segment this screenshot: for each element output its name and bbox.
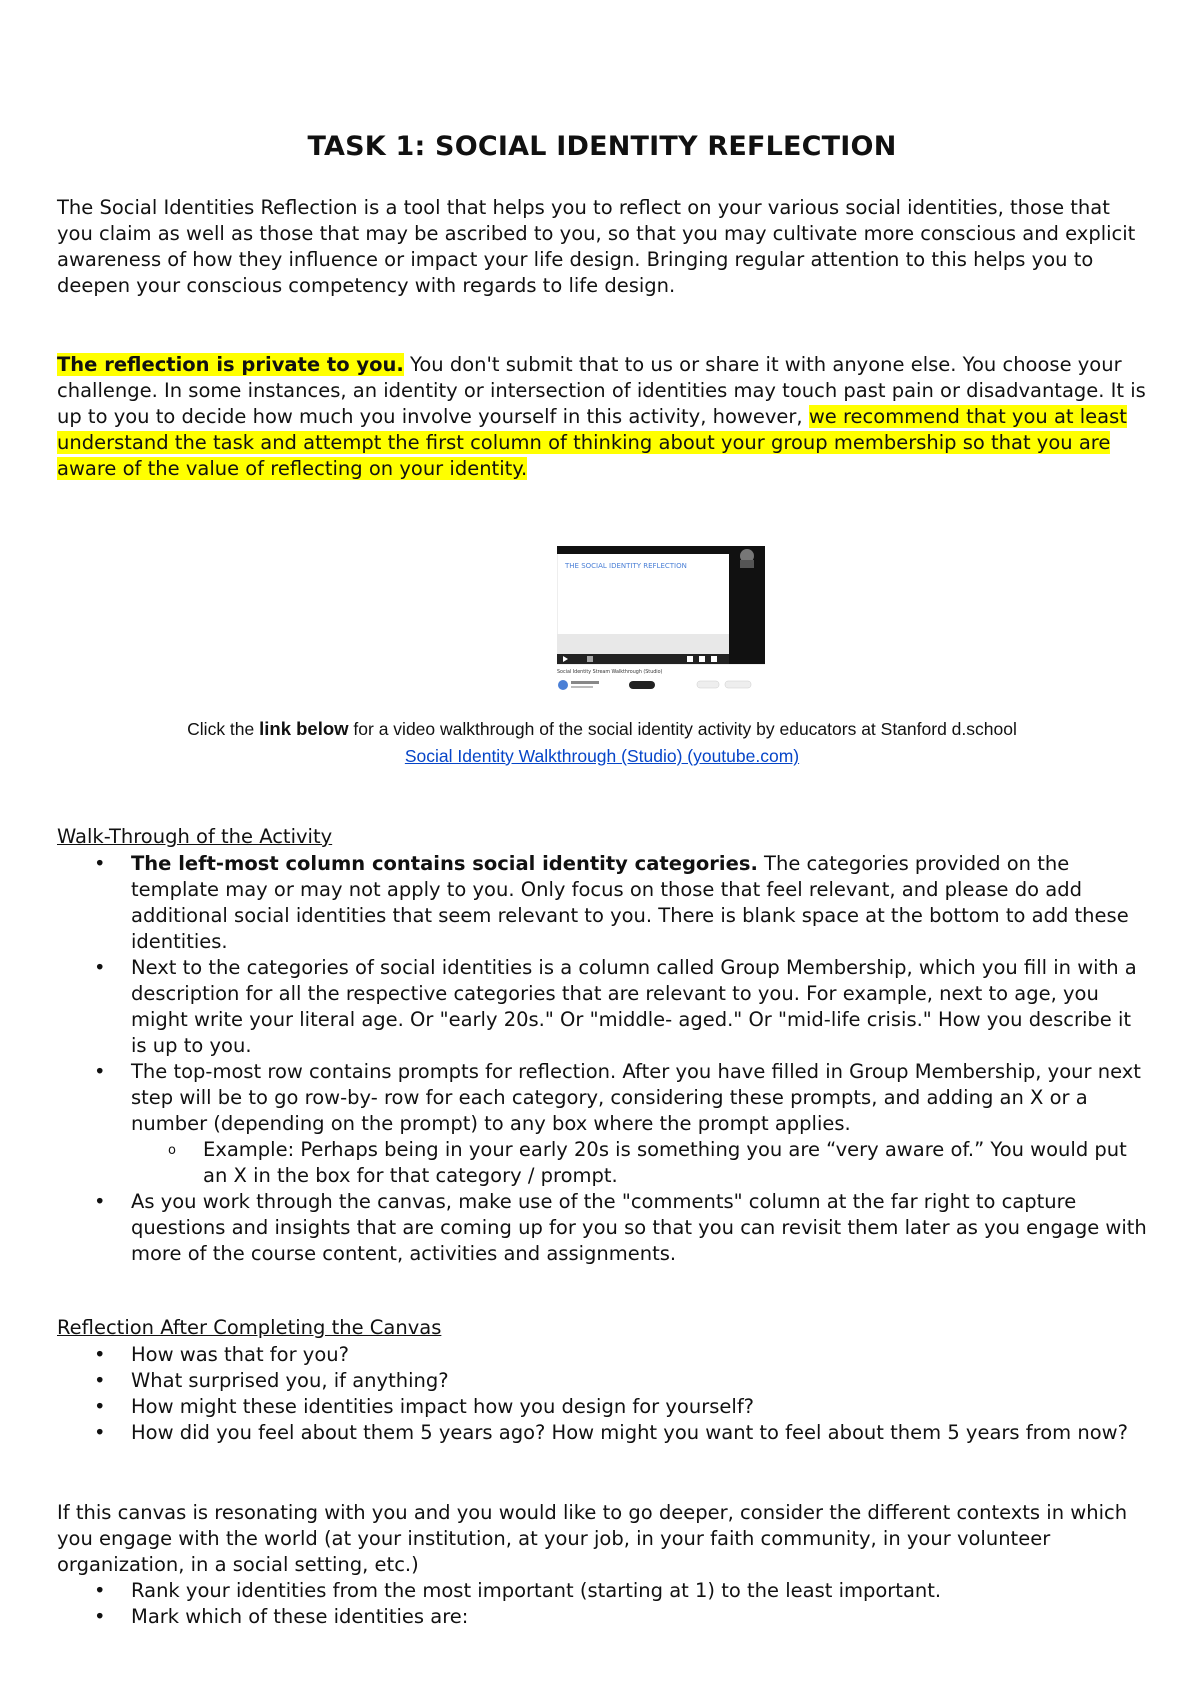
- list-item-text: The top-most row contains prompts for reflection. After you have filled in Group Membership, your next step will be to go row-by- row for each category, considering these prompts, and adding an X or a number (depending on the prompt) to any box where the prompt applies.: [131, 1060, 1141, 1135]
- sub-list: [131, 1137, 1147, 1189]
- walkthrough-heading: Walk-Through of the Activity: [57, 825, 333, 848]
- video-thumbnail[interactable]: [557, 546, 765, 692]
- private-highlight-bold: The reflection is private to you.: [57, 353, 404, 376]
- list-item-text: As you work through the canvas, make use of the "comments" column at the far right to capture questions and insights that are coming up for you so that you can revisit them later as you engage with more of the course content, activities and assignments.: [131, 1190, 1147, 1265]
- list-item: [57, 1420, 1147, 1446]
- sub-list-item-text: Example: Perhaps being in your early 20s is something you are “very aware of.” You would put an X in the box for that category / prompt.: [203, 1138, 1127, 1187]
- video-link-line: [57, 746, 1147, 767]
- list-item: [57, 1189, 1147, 1267]
- bullet: •: [94, 1060, 106, 1083]
- bullet: •: [94, 1579, 106, 1602]
- list-item: [57, 1578, 1147, 1604]
- bullet: •: [94, 1421, 106, 1444]
- private-paragraph: [57, 352, 1147, 482]
- list-item-text: The categories provided on the template may or may not apply to you. Only focus on those that feel relevant, and please do add additional social identities that seem relevant to you. There is blank space at the bottom to add these identities.: [131, 852, 1129, 953]
- caption-text-1: Click the: [187, 719, 260, 739]
- list-item-text: How might these identities impact how you design for yourself?: [131, 1395, 755, 1418]
- page-title: TASK 1: SOCIAL IDENTITY REFLECTION: [307, 131, 897, 162]
- list-item-text: Next to the categories of social identities is a column called Group Membership, which you fill in with a description for all the respective categories that are relevant to you. For example, next to age, you might write your literal age. Or "early 20s." Or "middle- aged." Or "mid-life crisis." How you describe it is up to you.: [131, 956, 1137, 1057]
- list-item-text: How did you feel about them 5 years ago? How might you want to feel about them 5 years from now?: [131, 1421, 1128, 1444]
- bullet: •: [94, 1605, 106, 1628]
- list-item-text: What surprised you, if anything?: [131, 1369, 449, 1392]
- video-caption: [57, 718, 1147, 740]
- bullet: •: [94, 956, 106, 979]
- intro-paragraph: The Social Identities Reflection is a tool that helps you to reflect on your various social identities, those that you claim as well as those that may be ascribed to you, so that you may cultivate more conscious and explicit awareness of how they influence or impact your life design. Bringing regular attention to this helps you to deepen your conscious competency with regards to life design.: [57, 196, 1136, 297]
- list-item: [57, 955, 1147, 1059]
- bullet: •: [94, 852, 106, 875]
- private-text: You don't submit that to us or share it with anyone else. You choose your challenge. In some instances, an identity or intersection of identities may touch past pain or disadvantage. It is up to you to decide how much you involve yourself in this activity, however,: [57, 353, 1146, 428]
- bullet: •: [94, 1343, 106, 1366]
- list-item: [57, 1604, 1147, 1630]
- reflection-list: [57, 1342, 1147, 1446]
- recommendation-highlight: we recommend that you at least understand the task and attempt the first column of thinking about your group membership so that you are aware of the value of reflecting on your identity.: [57, 405, 1127, 480]
- walkthrough-link[interactable]: Social Identity Walkthrough (Studio) (youtube.com): [404, 746, 800, 766]
- list-item: [57, 851, 1147, 955]
- caption-bold: link below: [259, 718, 349, 739]
- list-item: [57, 1368, 1147, 1394]
- bullet: •: [94, 1369, 106, 1392]
- thumb-title: THE SOCIAL IDENTITY REFLECTION: [565, 562, 687, 570]
- walkthrough-list: [57, 851, 1147, 1267]
- bullet: •: [94, 1190, 106, 1213]
- caption-text-2: for a video walkthrough of the social identity activity by educators at Stanford d.school: [348, 719, 1017, 739]
- list-item-text: Mark which of these identities are:: [131, 1605, 469, 1628]
- list-item-text: Rank your identities from the most important (starting at 1) to the least important.: [131, 1579, 942, 1602]
- deeper-list: [57, 1578, 1147, 1630]
- list-item: [57, 1394, 1147, 1420]
- reflection-heading: Reflection After Completing the Canvas: [57, 1316, 442, 1339]
- list-item-text: How was that for you?: [131, 1343, 349, 1366]
- sub-list-item: [131, 1137, 1147, 1189]
- sub-bullet: o: [168, 1143, 176, 1158]
- deeper-paragraph: If this canvas is resonating with you and you would like to go deeper, consider the different contexts in which you engage with the world (at your institution, at your job, in your faith community, in your volunteer organization, in a social setting, etc.): [57, 1501, 1128, 1576]
- list-item: [57, 1059, 1147, 1189]
- bullet: •: [94, 1395, 106, 1418]
- list-item: [57, 1342, 1147, 1368]
- thumb-meta: Social Identity Stream Walkthrough (Studio): [557, 670, 663, 675]
- list-item-bold: The left-most column contains social identity categories.: [131, 852, 758, 875]
